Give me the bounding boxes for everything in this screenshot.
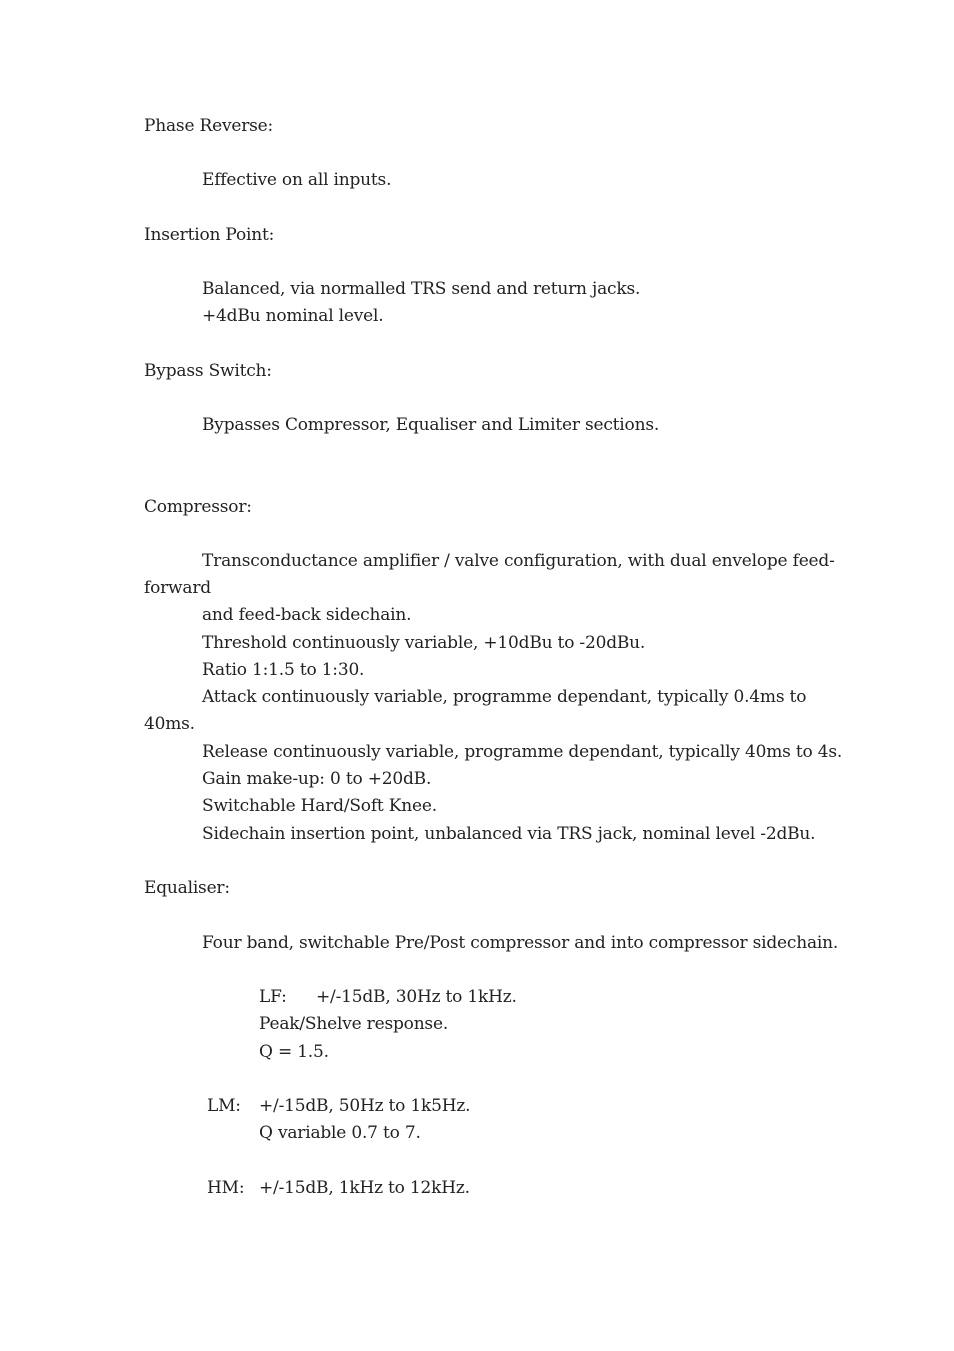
eq-band-lf-line: Peak/Shelve response. <box>259 1014 449 1034</box>
phase-reverse-heading: Phase Reverse: <box>144 116 274 136</box>
eq-band-hm-label: HM: <box>207 1178 245 1198</box>
eq-band-lf-line: +/-15dB, 30Hz to 1kHz. <box>316 987 517 1007</box>
phase-reverse-text: Effective on all inputs. <box>202 170 392 190</box>
bypass-switch-text: Bypasses Compressor, Equaliser and Limiter sections. <box>202 415 660 435</box>
compressor-line: and feed-back sidechain. <box>202 605 412 625</box>
compressor-line: Attack continuously variable, programme dependant, typically 0.4ms to <box>202 687 807 707</box>
compressor-line: forward <box>144 578 211 598</box>
compressor-line: Gain make-up: 0 to +20dB. <box>202 769 432 789</box>
eq-band-hm-line: +/-15dB, 1kHz to 12kHz. <box>259 1178 470 1198</box>
insertion-point-heading: Insertion Point: <box>144 225 275 245</box>
eq-band-lm-label: LM: <box>207 1096 241 1116</box>
compressor-line: Ratio 1:1.5 to 1:30. <box>202 660 365 680</box>
compressor-line: Sidechain insertion point, unbalanced via TRS jack, nominal level -2dBu. <box>202 824 816 844</box>
compressor-line: 40ms. <box>144 714 195 734</box>
eq-band-lf-line: Q = 1.5. <box>259 1042 329 1062</box>
bypass-switch-heading: Bypass Switch: <box>144 361 272 381</box>
equaliser-heading: Equaliser: <box>144 878 230 898</box>
equaliser-intro: Four band, switchable Pre/Post compressor and into compressor sidechain. <box>202 933 839 953</box>
compressor-line: Transconductance amplifier / valve configuration, with dual envelope feed- <box>202 551 835 571</box>
eq-band-lm-line: +/-15dB, 50Hz to 1k5Hz. <box>259 1096 471 1116</box>
compressor-line: Threshold continuously variable, +10dBu to -20dBu. <box>202 633 646 653</box>
insertion-point-line: +4dBu nominal level. <box>202 306 384 326</box>
compressor-line: Release continuously variable, programme dependant, typically 40ms to 4s. <box>202 742 843 762</box>
compressor-heading: Compressor: <box>144 497 252 517</box>
eq-band-lf-label: LF: <box>259 987 287 1007</box>
compressor-line: Switchable Hard/Soft Knee. <box>202 796 437 816</box>
eq-band-lm-line: Q variable 0.7 to 7. <box>259 1123 421 1143</box>
insertion-point-line: Balanced, via normalled TRS send and return jacks. <box>202 279 641 299</box>
